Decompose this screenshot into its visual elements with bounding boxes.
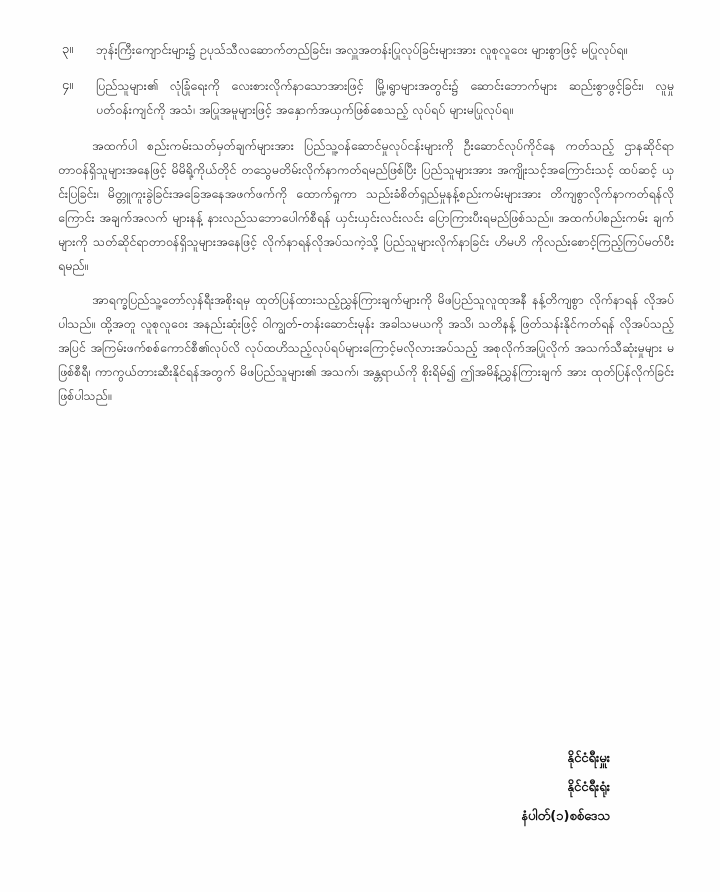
numbered-item-3 <box>58 38 674 62</box>
signature-title: နိုင်ငံရီးမှူး <box>567 751 610 766</box>
paragraph-compliance: အထက်ပါ စည်းကမ်းသတ်မှတ်ချက်များအား ပြည်သူ့ဝန်ဆောင်မှုလုပ်ငန်းများကို ဦးဆောင်လုပ်ကိုင်နေ ကတ်သည့် ဌာနဆိုင်ရာတာဝန်ရှိသူများအနေဖြင့် မိမိရို့ကိုယ်တိုင် တသွေမတိမ်းလိုက်နာကတ်ရမည်ဖြစ်ပြီး ပြည်သူများအား အကျိုးသင့်အကြောင်းသင့် ထပ်ဆင့် ယှင်းပြခြင်း၊ မိတ္တူကူးခွဲခြင်းအခြေအနေအဖက်ဖက်ကို ထောက်ရှုကာ သည်းခံစိတ်ရှည်မှုနန့်စည်းကမ်းများအား တိကျစွာလိုက်နာကတ်ရန်လိုကြောင်း အချက်အလက် များနန့် နားလည်သဘောပေါက်စီရန် ယှင်းယှင်းလင်းလင်း ပြောကြားပီးရမည်ဖြစ်သည်။ အထက်ပါစည်းကမ်း ချက်များကို သတ်ဆိုင်ရာတာဝန်ရှိသူများအနေဖြင့် လိုက်နာရန်လိုအပ်သကဲ့သို့ ပြည်သူများလိုက်နာခြင်း ဟိမဟိ ကိုလည်းစောင့်ကြည့်ကြပ်မတ်ပီးရမည်။ <box>58 138 674 273</box>
signature-block <box>521 744 610 831</box>
numbered-item-4 <box>58 74 674 122</box>
item-text: ပြည်သူများ၏ လုံခြုံရေးကို လေးစားလိုက်နာသောအားဖြင့် မြို့၊ရွာများအတွင်း၌ ဆောင်းဘောက်များ ဆည်းစွာဖွင့်ခြင်း၊ လူမှုပတ်ဝန်းကျင်ကို အသံ၊ အပြုအမူများဖြင့် အနှောက်အယှက်ဖြစ်စေသည့် လုပ်ရပ် များမပြုလုပ်ရ။ <box>96 78 674 117</box>
signature-office: နိုင်ငံရီးရုံး <box>567 780 610 795</box>
paragraph-closing: အာရက္ခပြည်သူ့တော်လှန်ရီးအစိုးရမှ ထုတ်ပြန်ထားသည့်ညွှန်ကြားချက်များကို မိဖပြည်သူလူထုအနီ နန့်တိကျစွာ လိုက်နာရန် လိုအပ်ပါသည်။ ထို့အတူ လူစုလူဝေး အနည်းဆုံးဖြင့် ဝါကျွတ်-တန်းဆောင်းမုန်း အခါသမယကို အသိ၊ သတိနန့် ဖြတ်သန်းနိုင်ကတ်ရန် လိုအပ်သည့်အပြင် အကြမ်းဖက်စစ်ကောင်စီ၏လုပ်လိ လုပ်ထဟိသည့်လုပ်ရပ်များကြောင့်မလိုလားအပ်သည့် အစုလိုက်အပြုလိုက် အသက်သီဆုံးမှုများ မဖြစ်စီရီ၊ ကာကွယ်တားဆီးနိုင်ရန်အတွက် မိဖပြည်သူများ၏ အသက်၊ အန္တရာယ်ကို စိုးရိမ်၍ ဤအမိန့်ညွှန်ကြားချက် အား ထုတ်ပြန်လိုက်ခြင်းဖြစ်ပါသည်။ <box>58 292 674 403</box>
signature-region: နံပါတ်(၁)စစ်ဒေသ <box>521 809 610 824</box>
document-body <box>58 38 674 418</box>
item-number: ၄။ <box>62 78 74 93</box>
item-text: ဘုန်းကြီးကျောင်းများ၌ ဥပုသ်သီလဆောက်တည်ခြင်း၊ အလှူအတန်းပြုလုပ်ခြင်းများအား လူစုလူဝေး များစွာဖြင့် မပြုလုပ်ရ။ <box>96 42 628 57</box>
item-number: ၃။ <box>62 42 74 57</box>
